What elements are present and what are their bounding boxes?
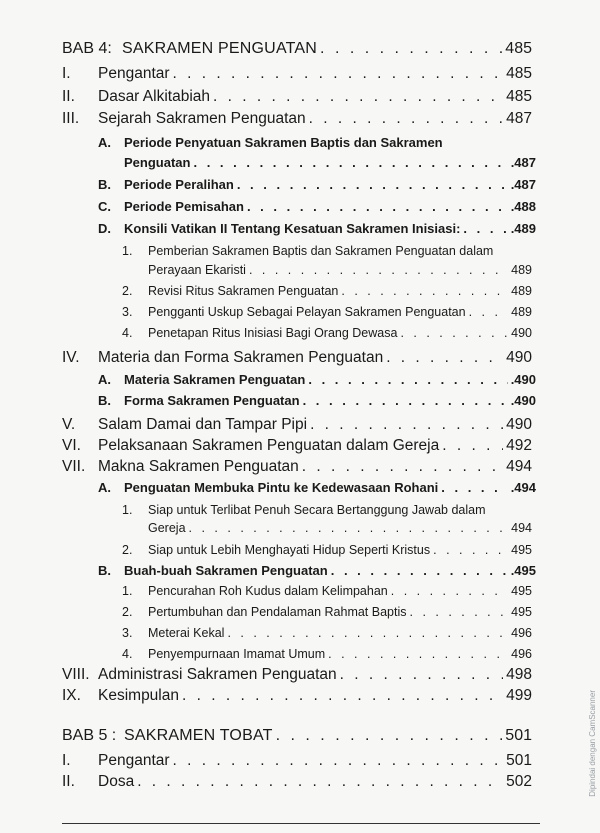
entry-number: IX. <box>62 687 81 704</box>
entry-title: Pelaksanaan Sakramen Penguatan dalam Gereja <box>98 437 440 454</box>
page-number: .488 <box>510 199 536 214</box>
toc-entry-pemberian-line1 <box>122 244 493 258</box>
chapter-title: SAKRAMEN PENGUATAN <box>122 40 318 57</box>
toc-entry-penetapan-ritus <box>122 326 532 340</box>
toc-entry-materia-forma <box>62 349 532 367</box>
entry-number: D. <box>98 221 111 236</box>
leader-dots <box>227 626 508 640</box>
page-number: .489 <box>510 221 536 236</box>
entry-title: Pencurahan Roh Kudus dalam Kelimpahan <box>148 584 388 598</box>
entry-title: Penguatan <box>124 155 191 170</box>
entry-title: Pemberian Sakramen Baptis dan Sakramen Penguatan dalam <box>148 244 494 258</box>
page-number: .490 <box>510 393 536 408</box>
page-number: .487 <box>510 177 536 192</box>
leader-dots <box>193 155 507 170</box>
leader-dots <box>213 88 503 106</box>
toc-entry-periode-penyatuan-line2 <box>124 155 536 170</box>
page-number: 502 <box>506 773 532 790</box>
leader-dots <box>331 563 508 578</box>
leader-dots <box>341 284 508 298</box>
page-number: 489 <box>511 263 532 277</box>
leader-dots <box>247 199 508 214</box>
entry-title: Perayaan Ekaristi <box>148 263 246 277</box>
entry-title: Penetapan Ritus Inisiasi Bagi Orang Dewasa <box>148 326 398 340</box>
toc-entry-forma <box>98 393 536 408</box>
toc-entry-menghayati-hidup <box>122 543 532 557</box>
entry-number: A. <box>98 480 111 495</box>
entry-number: VII. <box>62 458 86 475</box>
entry-title: Pengantar <box>98 65 170 82</box>
toc-entry-bab5-dosa <box>62 773 532 791</box>
leader-dots <box>308 372 507 387</box>
entry-title: Meterai Kekal <box>148 626 225 640</box>
entry-title: Siap untuk Lebih Menghayati Hidup Seperti Kristus <box>148 543 431 557</box>
entry-number: 2. <box>122 543 133 557</box>
toc-entry-revisi-ritus <box>122 284 532 298</box>
entry-number: C. <box>98 199 111 214</box>
entry-title: Periode Penyatuan Sakramen Baptis dan Sakramen <box>124 135 443 150</box>
toc-entry-pengantar <box>62 65 532 83</box>
page-number: 496 <box>511 647 532 661</box>
entry-title: Dosa <box>98 773 135 790</box>
page-number: 498 <box>506 666 532 683</box>
entry-number: 3. <box>122 305 133 319</box>
entry-title: Periode Pemisahan <box>124 199 244 214</box>
leader-dots <box>276 727 503 745</box>
leader-dots <box>410 605 509 619</box>
entry-number: B. <box>98 177 111 192</box>
page-number: 496 <box>511 626 532 640</box>
entry-title: Penguatan Membuka Pintu ke Kedewasaan Rohani <box>124 480 439 495</box>
leader-dots <box>310 416 503 434</box>
leader-dots <box>391 584 508 598</box>
entry-number: II. <box>62 773 75 790</box>
entry-number: IV. <box>62 349 80 366</box>
toc-entry-sejarah <box>62 110 532 128</box>
entry-number: 4. <box>122 647 133 661</box>
entry-number: II. <box>62 88 75 105</box>
entry-number: VI. <box>62 437 81 454</box>
toc-entry-periode-pemisahan <box>98 199 536 214</box>
page-number: 495 <box>511 584 532 598</box>
toc-entry-pemberian-line2 <box>148 263 532 277</box>
entry-number: A. <box>98 135 111 150</box>
page-number: 487 <box>506 110 532 127</box>
entry-title: Materia dan Forma Sakramen Penguatan <box>98 349 384 366</box>
entry-title: Pengganti Uskup Sebagai Pelayan Sakramen Penguatan <box>148 305 466 319</box>
chapter-heading-bab-5 <box>62 727 532 745</box>
leader-dots <box>173 65 504 83</box>
toc-entry-periode-penyatuan-line1 <box>98 135 443 150</box>
leader-dots <box>137 773 503 791</box>
entry-title: Salam Damai dan Tampar Pipi <box>98 416 308 433</box>
entry-title: Revisi Ritus Sakramen Penguatan <box>148 284 339 298</box>
scanner-watermark: Dipindai dengan CamScanner <box>588 690 597 797</box>
entry-title: Buah-buah Sakramen Penguatan <box>124 563 328 578</box>
toc-entry-pintu-kedewasaan <box>98 480 536 495</box>
entry-number: 2. <box>122 284 133 298</box>
toc-entry-dasar-alkitabiah <box>62 88 532 106</box>
entry-title: Periode Peralihan <box>124 177 234 192</box>
toc-entry-kesimpulan <box>62 687 532 705</box>
entry-number: V. <box>62 416 76 433</box>
leader-dots <box>340 666 503 684</box>
leader-dots <box>309 110 503 128</box>
leader-dots <box>328 647 508 661</box>
entry-number: 2. <box>122 605 133 619</box>
toc-entry-makna <box>62 458 532 476</box>
page-number: 501 <box>506 752 532 769</box>
toc-entry-pelaksanaan <box>62 437 532 455</box>
entry-number: B. <box>98 563 111 578</box>
entry-title: Administrasi Sakramen Penguatan <box>98 666 337 683</box>
toc-entry-terlibat-penuh-line2 <box>148 521 532 535</box>
page-number: 490 <box>506 416 532 433</box>
entry-title: Materia Sakramen Penguatan <box>124 372 306 387</box>
page-number: 494 <box>506 458 532 475</box>
leader-dots <box>320 40 502 58</box>
leader-dots <box>469 305 509 319</box>
leader-dots <box>249 263 508 277</box>
chapter-label: BAB 5 : <box>62 727 117 744</box>
page-number: 485 <box>506 88 532 105</box>
page-number: 494 <box>511 521 532 535</box>
entry-title: Sejarah Sakramen Penguatan <box>98 110 306 127</box>
entry-number: B. <box>98 393 111 408</box>
entry-title: Forma Sakramen Penguatan <box>124 393 300 408</box>
entry-title: Konsili Vatikan II Tentang Kesatuan Sakramen Inisiasi: <box>124 221 461 236</box>
page-number: 489 <box>511 284 532 298</box>
entry-number: 1. <box>122 584 133 598</box>
leader-dots <box>182 687 503 705</box>
leader-dots <box>442 437 503 455</box>
entry-number: 1. <box>122 503 133 517</box>
entry-number: 1. <box>122 244 133 258</box>
entry-title: Pengantar <box>98 752 170 769</box>
entry-number: 3. <box>122 626 133 640</box>
leader-dots <box>173 752 504 770</box>
toc-entry-imamat-umum <box>122 647 532 661</box>
toc-entry-materia <box>98 372 536 387</box>
leader-dots <box>302 458 503 476</box>
entry-number: 4. <box>122 326 133 340</box>
page-number: 485 <box>505 40 532 57</box>
entry-title: Makna Sakramen Penguatan <box>98 458 299 475</box>
entry-title: Pertumbuhan dan Pendalaman Rahmat Baptis <box>148 605 407 619</box>
toc-entry-bab5-pengantar <box>62 752 532 770</box>
bottom-divider <box>62 823 540 824</box>
page-number: 490 <box>506 349 532 366</box>
leader-dots <box>303 393 508 408</box>
leader-dots <box>386 349 503 367</box>
page-number: .490 <box>510 372 536 387</box>
leader-dots <box>237 177 508 192</box>
page-number: 495 <box>511 543 532 557</box>
chapter-label: BAB 4: <box>62 40 112 57</box>
entry-title: Gereja <box>148 521 186 535</box>
toc-entry-konsili-vatikan <box>98 221 536 236</box>
toc-entry-periode-peralihan <box>98 177 536 192</box>
entry-title: Siap untuk Terlibat Penuh Secara Bertanggung Jawab dalam <box>148 503 486 517</box>
chapter-heading-bab-4 <box>62 40 532 58</box>
page-number: 490 <box>511 326 532 340</box>
entry-number: III. <box>62 110 80 127</box>
page-number: 485 <box>506 65 532 82</box>
page-number: 499 <box>506 687 532 704</box>
entry-number: A. <box>98 372 111 387</box>
leader-dots <box>433 543 508 557</box>
toc-entry-salam-damai <box>62 416 532 434</box>
leader-dots <box>463 221 507 236</box>
toc-entry-terlibat-penuh-line1 <box>122 503 486 517</box>
toc-entry-pencurahan-roh <box>122 584 532 598</box>
entry-number: I. <box>62 65 71 82</box>
page-number: .487 <box>510 155 536 170</box>
entry-number: I. <box>62 752 71 769</box>
leader-dots <box>400 326 508 340</box>
entry-title: Kesimpulan <box>98 687 179 704</box>
page-number: .494 <box>510 480 536 495</box>
toc-entry-buah-buah <box>98 563 536 578</box>
entry-title: Penyempurnaan Imamat Umum <box>148 647 326 661</box>
page-number: 495 <box>511 605 532 619</box>
chapter-title: SAKRAMEN TOBAT <box>124 727 273 744</box>
leader-dots <box>189 521 509 535</box>
entry-title: Dasar Alkitabiah <box>98 88 211 105</box>
toc-entry-administrasi <box>62 666 532 684</box>
page-number: 489 <box>511 305 532 319</box>
page-number: 492 <box>506 437 532 454</box>
leader-dots <box>441 480 507 495</box>
toc-entry-pertumbuhan <box>122 605 532 619</box>
toc-entry-meterai-kekal <box>122 626 532 640</box>
page-number: 501 <box>505 727 532 744</box>
page-number: .495 <box>510 563 536 578</box>
toc-entry-pengganti-uskup <box>122 305 532 319</box>
entry-number: VIII. <box>62 666 90 683</box>
